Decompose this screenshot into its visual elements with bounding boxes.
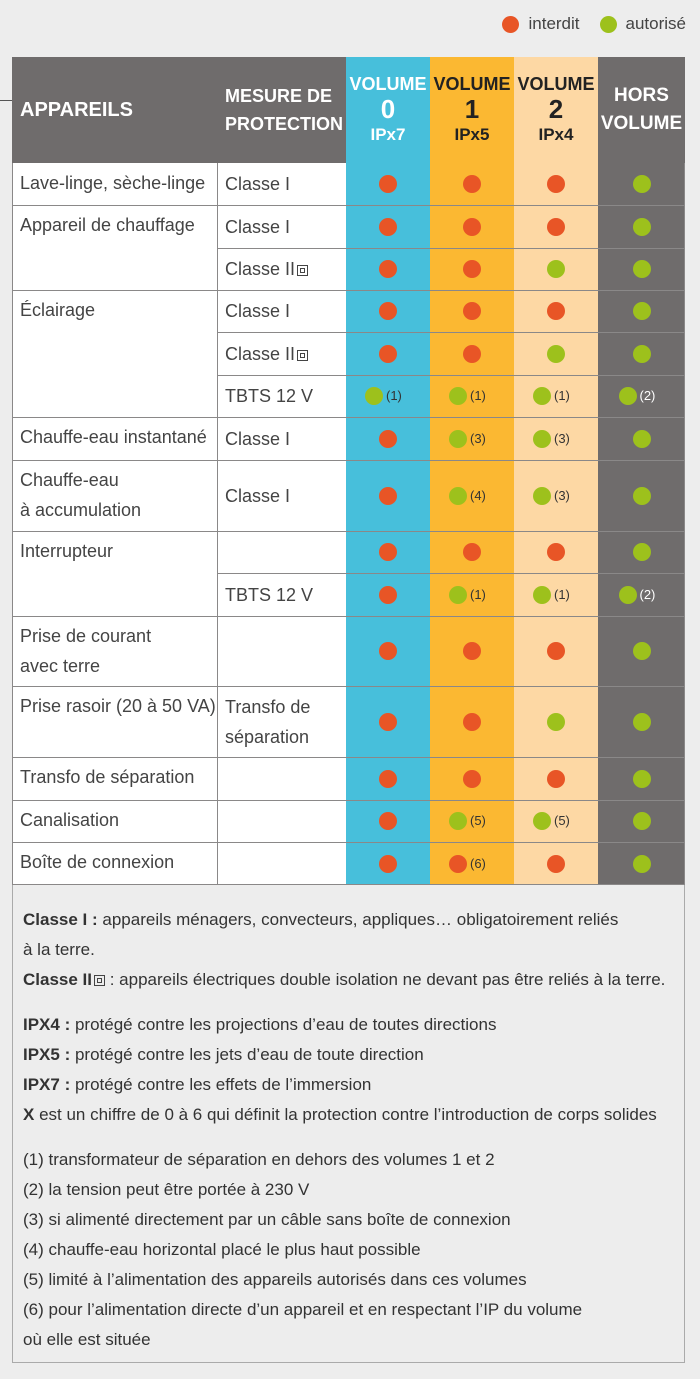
interdit-dot-icon [463,770,481,788]
row-divider [217,573,685,574]
header-volume-0-number: 0 [380,94,396,124]
appareil-label: Lave-linge, sèche-linge [20,173,206,193]
header-volume-1-number: 1 [464,94,480,124]
footnote-4: (4) chauffe-eau horizontal placé le plus haut possible [23,1240,421,1259]
header-hors-line1: HORS [614,85,669,106]
autorise-dot-icon [449,812,467,830]
mesure-text: séparation [225,726,310,747]
header-appareils-label: APPAREILS [20,98,133,121]
header-volume-2-word: VOLUME [517,74,595,94]
row-divider [12,616,685,617]
mesure-label [225,424,290,454]
autorise-dot-icon [633,218,651,236]
autorise-dot-icon [633,302,651,320]
header-hors-volume [598,57,685,163]
header-volume-0-ip: IPx7 [370,125,406,144]
footnote-ref: (1) [386,388,402,403]
footnote-ref: (1) [554,388,570,403]
mesure-text: Transfo de [225,696,311,717]
double-insulation-icon [297,350,308,361]
mesure-text: TBTS 12 V [225,386,314,406]
autorise-dot-icon [449,387,467,405]
interdit-dot-icon [379,487,397,505]
appareil-label: Prise de courant [20,626,152,646]
mesure-text: Classe II [225,259,296,279]
header-hors-line2: VOLUME [600,113,683,134]
interdit-dot-icon [547,302,565,320]
appareil-label: Interrupteur [20,541,114,561]
interdit-dot-icon [379,855,397,873]
autorise-dot-icon [619,387,637,405]
header-mesure-line2: PROTECTION [225,114,344,134]
row-divider [12,531,685,532]
interdit-dot-icon [547,543,565,561]
mesure-text: TBTS 12 V [225,584,314,605]
autorise-dot-icon [633,770,651,788]
interdit-dot-icon [463,260,481,278]
interdit-dot-icon [449,855,467,873]
interdit-dot-icon [379,260,397,278]
autorise-dot-icon [633,713,651,731]
autorise-dot-icon [633,430,651,448]
mesure-text: Classe II [225,343,296,364]
interdit-dot-icon [379,218,397,236]
note-classe1 [23,905,618,935]
row-divider [217,332,685,333]
interdit-dot-icon [379,713,397,731]
autorise-dot-icon [533,812,551,830]
interdit-dot-icon [547,642,565,660]
note-ipx7 [23,1070,371,1100]
footnote-5: (5) limité à l’alimentation des appareils autorisés dans ces volumes [23,1270,527,1289]
interdit-dot-icon [547,175,565,193]
footnote-ref: (2) [639,388,656,403]
note-ipx4-label: IPX4 : [23,1015,71,1034]
row-divider [12,460,685,461]
footnote-ref: (2) [639,586,656,602]
notes-panel [12,885,685,1363]
autorise-dot-icon [547,713,565,731]
autorise-dot-icon [449,430,467,448]
header-mesure-line1: MESURE DE [225,86,333,106]
interdit-dot-icon [547,855,565,873]
interdit-dot-icon [379,812,397,830]
note-x [23,1100,657,1130]
header-volume-1-ip: IPx5 [454,125,490,144]
note-ipx4 [23,1010,496,1040]
appareil-label: Prise rasoir (20 à 50 VA) [20,696,216,716]
mesure-label [225,381,313,411]
interdit-dot-icon [463,713,481,731]
footnote-ref: (1) [554,586,570,602]
footnote-1: (1) transformateur de séparation en dehors des volumes 1 et 2 [23,1150,495,1169]
header-volume-2 [514,57,598,163]
note-ipx5-text: protégé contre les jets d’eau de toute direction [70,1045,424,1064]
interdit-dot-icon [463,302,481,320]
note-x-label: X [23,1105,35,1124]
footnote-ref: (3) [554,430,570,446]
footnote-ref: (4) [470,487,486,503]
interdit-dot-icon [463,345,481,363]
note-classe2-text: : appareils électriques double isolation ne devant pas être reliés à la terre. [105,970,666,989]
table-border-left [12,163,13,885]
mesure-label [225,169,290,199]
appareil-label: Éclairage [20,300,96,320]
footnote-ref: (6) [470,855,486,871]
legend-interdit [502,14,579,34]
note-ipx4-text: protégé contre les projections d’eau de toutes directions [70,1015,497,1034]
autorise-dot-icon [365,387,383,405]
autorise-dot-icon [449,487,467,505]
appareil-label: Transfo de séparation [20,767,195,787]
row-divider [217,375,685,376]
interdit-dot-icon [463,218,481,236]
appareil-label: Chauffe-eau [20,470,119,490]
footnote-ref: (1) [470,586,486,602]
note-ipx5 [23,1040,424,1070]
interdit-dot-icon [379,586,397,604]
mesure-text: Classe I [225,301,291,321]
row-divider [217,248,685,249]
interdit-dot-icon [379,543,397,561]
header-appareils [12,57,217,163]
autorise-dot-icon [633,260,651,278]
interdit-dot-icon [463,543,481,561]
autorise-dot-icon [633,855,651,873]
header-volume-0-word: VOLUME [349,74,427,94]
interdit-dot-icon [379,175,397,193]
leader-line [0,100,12,101]
autorise-dot-icon [533,430,551,448]
double-insulation-icon [297,265,308,276]
interdit-dot-icon [547,770,565,788]
autorise-dot-icon [449,586,467,604]
interdit-dot-icon [379,430,397,448]
interdit-dot-icon [379,642,397,660]
mesure-label [225,722,309,752]
mesure-text: Classe I [225,428,291,449]
header-volume-1-word: VOLUME [433,74,511,94]
interdit-dot-icon [379,345,397,363]
legend-interdit-label: interdit [528,14,580,33]
header-volume-1 [430,57,514,163]
row-divider [12,800,685,801]
appareil-label: Chauffe-eau instantané [20,427,207,447]
mesure-label [225,692,310,722]
mesure-text: Classe I [225,485,291,506]
mesure-text: Classe I [225,174,291,194]
autorise-dot-icon [633,812,651,830]
interdit-dot-icon [463,175,481,193]
autorise-dot-icon [619,586,637,604]
appareil-label: avec terre [20,656,101,676]
mesure-label [225,212,290,242]
footnote-ref: (5) [470,813,486,828]
autorise-dot-icon [533,487,551,505]
autorise-dot-icon [533,387,551,405]
row-divider [12,686,685,687]
header-volume-0 [346,57,430,163]
appareil-label: à accumulation [20,500,142,520]
autorise-dot-icon [633,487,651,505]
note-x-text: est un chiffre de 0 à 6 qui définit la protection contre l’introduction de corps solides [34,1105,657,1124]
column-divider [217,163,218,885]
autorise-dot-icon [533,586,551,604]
footnote-ref: (3) [554,487,570,503]
red-dot-icon [502,16,519,33]
table-border-right [684,163,685,885]
interdit-dot-icon [379,770,397,788]
autorise-dot-icon [633,345,651,363]
note-classe2-label: Classe II [23,970,92,989]
interdit-dot-icon [463,642,481,660]
row-divider [12,290,685,291]
bathroom-volumes-table [12,57,685,885]
autorise-dot-icon [633,642,651,660]
mesure-label [225,339,308,369]
mesure-label [225,481,290,511]
note-classe1-label: Classe I : [23,910,98,929]
autorise-dot-icon [547,345,565,363]
mesure-label [225,254,308,284]
header-volume-2-number: 2 [548,94,564,124]
header-mesure [217,57,346,163]
autorise-dot-icon [633,175,651,193]
appareil-label: Canalisation [20,810,120,830]
note-ipx7-label: IPX7 : [23,1075,71,1094]
appareil-label: Appareil de chauffage [20,215,195,235]
mesure-label [225,580,313,610]
note-classe2 [23,965,665,995]
footnote-6-cont: où elle est située [23,1330,151,1349]
interdit-dot-icon [547,218,565,236]
legend [482,14,686,34]
appareil-label: Boîte de connexion [20,852,175,872]
green-dot-icon [600,16,617,33]
note-ipx5-label: IPX5 : [23,1045,71,1064]
interdit-dot-icon [379,302,397,320]
legend-autorise-label: autorisé [625,14,686,33]
note-classe1-text: appareils ménagers, convecteurs, appliques… obligatoirement reliés [97,910,619,929]
row-divider [12,417,685,418]
mesure-label [225,296,290,326]
double-insulation-icon [94,975,105,986]
footnote-6: (6) pour l’alimentation directe d’un appareil et en respectant l’IP du volume [23,1300,583,1319]
footnote-ref: (5) [554,813,570,828]
row-divider [12,205,685,206]
mesure-text: Classe I [225,216,291,237]
footnote-2: (2) la tension peut être portée à 230 V [23,1180,310,1199]
footnote-ref: (1) [470,388,486,403]
footnote-3: (3) si alimenté directement par un câble sans boîte de connexion [23,1210,511,1229]
row-divider [12,757,685,758]
autorise-dot-icon [547,260,565,278]
legend-autorise [600,14,686,34]
header-volume-2-ip: IPx4 [538,125,574,144]
footnote-ref: (3) [470,430,486,446]
autorise-dot-icon [633,543,651,561]
note-ipx7-text: protégé contre les effets de l’immersion [70,1075,372,1094]
note-classe1-cont: à la terre. [23,940,95,959]
row-divider [12,842,685,843]
